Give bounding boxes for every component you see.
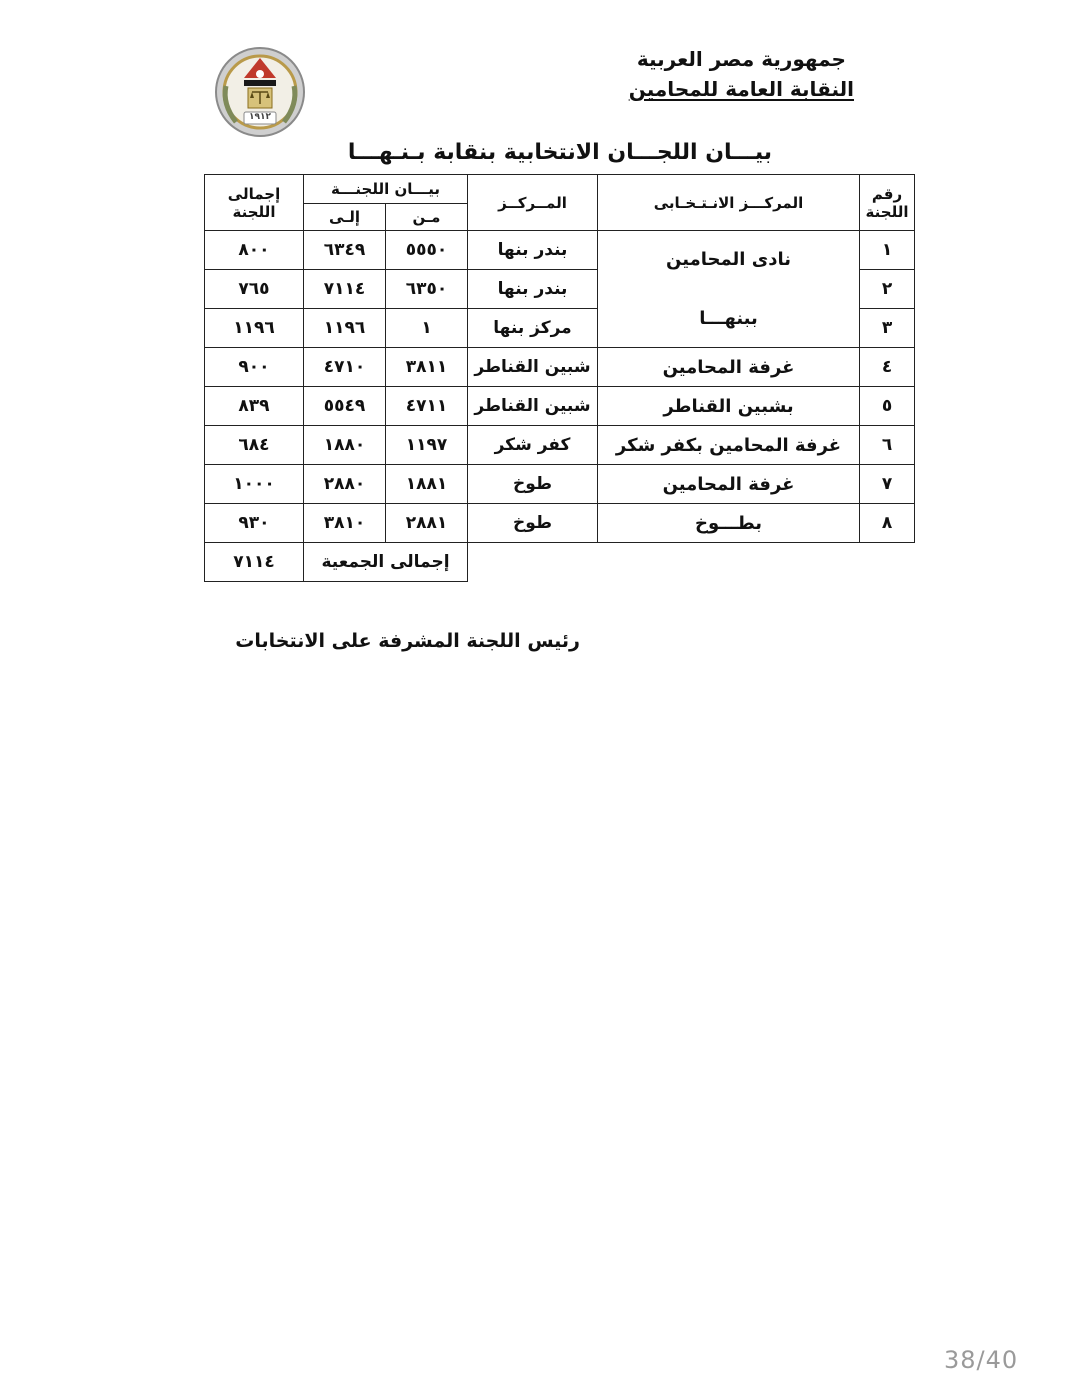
committee-total: ٦٨٤	[205, 426, 304, 465]
electoral-center-line: بشبين القناطر	[598, 387, 860, 426]
electoral-center-benha-club	[598, 231, 860, 348]
electoral-center-line: نادى المحامين	[666, 249, 791, 270]
electoral-center-line: ببنهـــا	[699, 308, 758, 329]
page-number: 38/40	[944, 1346, 1019, 1374]
grand-total-label: إجمالى الجمعية	[304, 543, 468, 582]
committee-number: ٦	[860, 426, 915, 465]
grand-total-value: ٧١١٤	[205, 543, 304, 582]
header-to: إلـى	[304, 204, 386, 231]
committee-total: ١٠٠٠	[205, 465, 304, 504]
header-country: جمهورية مصر العربية	[636, 47, 846, 71]
range-to: ٧١١٤	[304, 270, 386, 309]
table-row	[205, 348, 915, 387]
grand-total-row	[205, 543, 915, 582]
committee-total: ٨٠٠	[205, 231, 304, 270]
committee-total: ٨٣٩	[205, 387, 304, 426]
committee-total: ٧٦٥	[205, 270, 304, 309]
lawyers-syndicate-seal-icon	[214, 46, 306, 138]
center-name: بندر بنها	[468, 231, 598, 270]
committee-number: ٥	[860, 387, 915, 426]
electoral-center-line: غرفة المحامين	[598, 348, 860, 387]
document-header	[629, 44, 854, 104]
header-electoral-center: المركـــز الانـتـخـابى	[598, 175, 860, 231]
committee-total: ٩٠٠	[205, 348, 304, 387]
range-to: ٥٥٤٩	[304, 387, 386, 426]
range-from: ١١٩٧	[386, 426, 468, 465]
range-from: ١٨٨١	[386, 465, 468, 504]
electoral-center-kafr-shokr: غرفة المحامين بكفر شكر	[598, 426, 860, 465]
electoral-center-line: غرفة المحامين	[598, 465, 860, 504]
range-from: ٤٧١١	[386, 387, 468, 426]
committee-total: ١١٩٦	[205, 309, 304, 348]
committee-number: ٣	[860, 309, 915, 348]
range-to: ١٨٨٠	[304, 426, 386, 465]
table-header-row	[205, 175, 915, 204]
range-to: ٦٣٤٩	[304, 231, 386, 270]
table-row	[205, 426, 915, 465]
committees-table	[204, 174, 915, 582]
table-row	[205, 387, 915, 426]
committee-number: ١	[860, 231, 915, 270]
center-name: شبين القناطر	[468, 387, 598, 426]
center-name: بندر بنها	[468, 270, 598, 309]
seal-year: ١٩١٢	[249, 112, 271, 122]
committee-number: ٧	[860, 465, 915, 504]
center-name: شبين القناطر	[468, 348, 598, 387]
center-name: طوخ	[468, 465, 598, 504]
committee-number: ٨	[860, 504, 915, 543]
electoral-center-line: بطـــوخ	[598, 504, 860, 543]
table-row	[205, 231, 915, 270]
center-name: طوخ	[468, 504, 598, 543]
range-from: ٢٨٨١	[386, 504, 468, 543]
committee-total: ٩٣٠	[205, 504, 304, 543]
header-committee-total: إجمالى اللجنة	[205, 175, 304, 231]
committee-number: ٤	[860, 348, 915, 387]
center-name: مركز بنها	[468, 309, 598, 348]
committee-number: ٢	[860, 270, 915, 309]
center-name: كفر شكر	[468, 426, 598, 465]
range-to: ٢٨٨٠	[304, 465, 386, 504]
header-committee-info: بيـــان اللجنـــة	[304, 175, 468, 204]
signature-line: رئيس اللجنة المشرفة على الانتخابات	[235, 630, 580, 652]
header-from: مـن	[386, 204, 468, 231]
range-from: ١	[386, 309, 468, 348]
range-to: ٤٧١٠	[304, 348, 386, 387]
document-title: بيـــان اللجـــان الانتخابية بنقابة بـنـهـــا	[347, 140, 773, 165]
range-from: ٦٣٥٠	[386, 270, 468, 309]
header-center: المــركــز	[468, 175, 598, 231]
header-committee-number: رقم اللجنة	[860, 175, 915, 231]
range-from: ٥٥٥٠	[386, 231, 468, 270]
table-row	[205, 504, 915, 543]
table-row	[205, 465, 915, 504]
header-syndicate: النقابة العامة للمحامين	[628, 77, 854, 101]
range-to: ١١٩٦	[304, 309, 386, 348]
range-from: ٣٨١١	[386, 348, 468, 387]
range-to: ٣٨١٠	[304, 504, 386, 543]
